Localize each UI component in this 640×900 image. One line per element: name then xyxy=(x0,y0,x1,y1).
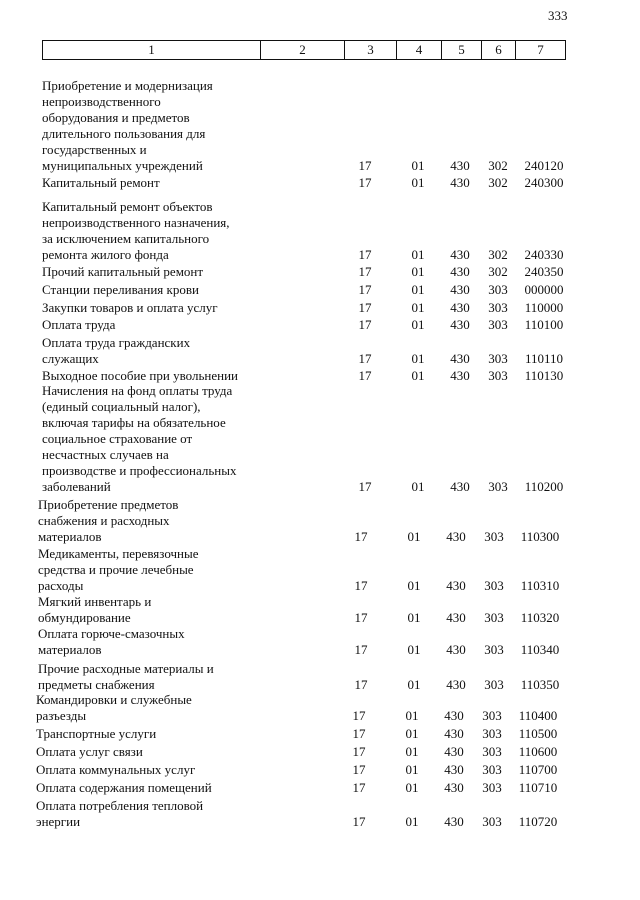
row-col-3: 17 xyxy=(354,642,368,657)
row-col-7: 110100 xyxy=(524,317,564,332)
row-col-3: 17 xyxy=(352,708,366,723)
row-col-7: 110130 xyxy=(524,368,564,383)
row-col-7: 110500 xyxy=(518,726,558,741)
row-col-7: 000000 xyxy=(524,282,564,297)
row-col-5: 430 xyxy=(446,642,466,657)
row-name: Капитальный ремонт объектов непроизводственного назначения, за исключением капитального ремонта жилого фонда xyxy=(42,199,230,262)
row-col-5: 430 xyxy=(450,351,470,366)
row-col-6: 303 xyxy=(482,780,502,795)
row-col-3: 17 xyxy=(352,744,366,759)
row-col-3: 17 xyxy=(354,529,368,544)
row-col-3: 17 xyxy=(354,578,368,593)
row-name: Оплата содержания помещений xyxy=(36,780,212,795)
row-col-4: 01 xyxy=(411,368,425,383)
row-col-4: 01 xyxy=(411,264,425,279)
row-col-7: 240300 xyxy=(524,175,564,190)
header-col-3: 3 xyxy=(344,41,396,59)
row-col-7: 110710 xyxy=(518,780,558,795)
row-col-4: 01 xyxy=(405,726,419,741)
row-col-3: 17 xyxy=(352,726,366,741)
row-name: Станции переливания крови xyxy=(42,282,199,297)
row-name: Оплата труда xyxy=(42,317,116,332)
row-col-3: 17 xyxy=(354,610,368,625)
page-number: 333 xyxy=(548,8,568,23)
row-col-3: 17 xyxy=(354,677,368,692)
row-name: Оплата потребления тепловой энергии xyxy=(36,798,204,829)
row-name: Выходное пособие при увольнении xyxy=(42,368,238,383)
row-col-5: 430 xyxy=(446,529,466,544)
row-name: Оплата труда гражданских служащих xyxy=(42,335,191,366)
row-col-5: 430 xyxy=(450,264,470,279)
row-col-6: 303 xyxy=(488,368,508,383)
row-col-6: 303 xyxy=(482,726,502,741)
row-name: Мягкий инвентарь и обмундирование xyxy=(38,594,152,625)
row-col-4: 01 xyxy=(407,677,421,692)
row-col-4: 01 xyxy=(405,708,419,723)
row-col-6: 302 xyxy=(488,264,508,279)
row-name: Оплата услуг связи xyxy=(36,744,143,759)
row-col-6: 302 xyxy=(488,175,508,190)
row-col-6: 303 xyxy=(482,744,502,759)
row-col-4: 01 xyxy=(411,479,425,494)
row-col-6: 303 xyxy=(482,708,502,723)
header-col-1: 1 xyxy=(148,42,155,57)
row-col-4: 01 xyxy=(411,247,425,262)
row-col-6: 303 xyxy=(484,578,504,593)
row-col-7: 110110 xyxy=(524,351,564,366)
row-name: Приобретение предметов снабжения и расходных материалов xyxy=(38,497,179,544)
row-col-3: 17 xyxy=(352,814,366,829)
row-name: Прочие расходные материалы и предметы снабжения xyxy=(38,661,214,692)
row-col-7: 240120 xyxy=(524,158,564,173)
row-col-6: 303 xyxy=(488,317,508,332)
row-col-5: 430 xyxy=(450,300,470,315)
row-col-4: 01 xyxy=(407,610,421,625)
row-col-3: 17 xyxy=(358,264,372,279)
row-col-5: 430 xyxy=(450,317,470,332)
row-col-5: 430 xyxy=(444,814,464,829)
row-col-4: 01 xyxy=(405,814,419,829)
row-col-7: 110700 xyxy=(518,762,558,777)
row-col-5: 430 xyxy=(450,158,470,173)
row-col-5: 430 xyxy=(444,708,464,723)
row-col-6: 303 xyxy=(484,529,504,544)
row-name: Начисления на фонд оплаты труда (единый социальный налог), включая тарифы на обязательное социальное страхование от несчастных случаев на производстве и профессиональных заболеваний xyxy=(42,383,237,494)
header-col-6: 6 xyxy=(481,41,515,59)
header-col-4: 4 xyxy=(396,41,441,59)
row-col-3: 17 xyxy=(352,762,366,777)
header-col-2: 2 xyxy=(260,41,344,59)
row-col-5: 430 xyxy=(450,479,470,494)
row-name: Командировки и служебные разъезды xyxy=(36,692,192,723)
row-col-6: 302 xyxy=(488,158,508,173)
row-col-7: 110600 xyxy=(518,744,558,759)
row-name: Закупки товаров и оплата услуг xyxy=(42,300,218,315)
row-col-4: 01 xyxy=(411,317,425,332)
row-col-5: 430 xyxy=(450,175,470,190)
row-col-7: 240350 xyxy=(524,264,564,279)
row-col-4: 01 xyxy=(407,642,421,657)
row-col-7: 110320 xyxy=(520,610,560,625)
row-col-6: 303 xyxy=(488,300,508,315)
row-col-3: 17 xyxy=(358,368,372,383)
row-col-6: 303 xyxy=(482,814,502,829)
row-col-5: 430 xyxy=(446,578,466,593)
row-col-6: 302 xyxy=(488,247,508,262)
row-col-5: 430 xyxy=(444,726,464,741)
row-col-6: 303 xyxy=(488,351,508,366)
row-col-7: 110400 xyxy=(518,708,558,723)
row-col-3: 17 xyxy=(358,282,372,297)
row-col-6: 303 xyxy=(488,479,508,494)
row-col-5: 430 xyxy=(450,368,470,383)
row-col-7: 110350 xyxy=(520,677,560,692)
row-col-3: 17 xyxy=(358,300,372,315)
header-col-7: 7 xyxy=(515,41,565,59)
row-col-4: 01 xyxy=(411,351,425,366)
row-col-5: 430 xyxy=(446,677,466,692)
row-col-4: 01 xyxy=(407,529,421,544)
row-name: Транспортные услуги xyxy=(36,726,157,741)
row-col-7: 240330 xyxy=(524,247,564,262)
row-col-7: 110310 xyxy=(520,578,560,593)
row-col-7: 110340 xyxy=(520,642,560,657)
row-name: Оплата коммунальных услуг xyxy=(36,762,196,777)
row-col-7: 110720 xyxy=(518,814,558,829)
row-col-6: 303 xyxy=(482,762,502,777)
row-name: Капитальный ремонт xyxy=(42,175,160,190)
row-col-4: 01 xyxy=(407,578,421,593)
row-col-5: 430 xyxy=(446,610,466,625)
row-col-6: 303 xyxy=(484,610,504,625)
row-col-4: 01 xyxy=(411,175,425,190)
row-col-6: 303 xyxy=(484,642,504,657)
row-col-4: 01 xyxy=(405,744,419,759)
row-col-3: 17 xyxy=(358,175,372,190)
row-name: Прочий капитальный ремонт xyxy=(42,264,204,279)
row-col-3: 17 xyxy=(358,351,372,366)
row-col-3: 17 xyxy=(358,317,372,332)
row-col-3: 17 xyxy=(352,780,366,795)
row-col-7: 110300 xyxy=(520,529,560,544)
row-col-5: 430 xyxy=(450,247,470,262)
row-col-5: 430 xyxy=(450,282,470,297)
header-col-5: 5 xyxy=(441,41,481,59)
row-col-3: 17 xyxy=(358,247,372,262)
row-col-4: 01 xyxy=(411,300,425,315)
row-col-7: 110200 xyxy=(524,479,564,494)
table-header xyxy=(42,40,566,60)
row-col-3: 17 xyxy=(358,479,372,494)
row-col-5: 430 xyxy=(444,744,464,759)
row-col-4: 01 xyxy=(405,780,419,795)
row-col-4: 01 xyxy=(405,762,419,777)
row-name: Медикаменты, перевязочные средства и прочие лечебные расходы xyxy=(38,546,199,593)
row-col-5: 430 xyxy=(444,780,464,795)
row-col-6: 303 xyxy=(484,677,504,692)
row-name: Оплата горюче-смазочных материалов xyxy=(38,626,185,657)
row-col-4: 01 xyxy=(411,158,425,173)
row-col-6: 303 xyxy=(488,282,508,297)
row-col-7: 110000 xyxy=(524,300,564,315)
row-col-4: 01 xyxy=(411,282,425,297)
row-col-5: 430 xyxy=(444,762,464,777)
row-col-3: 17 xyxy=(358,158,372,173)
row-name: Приобретение и модернизация непроизводственного оборудования и предметов длительного пользования для государственных и муниципальных учреждений xyxy=(42,78,213,173)
